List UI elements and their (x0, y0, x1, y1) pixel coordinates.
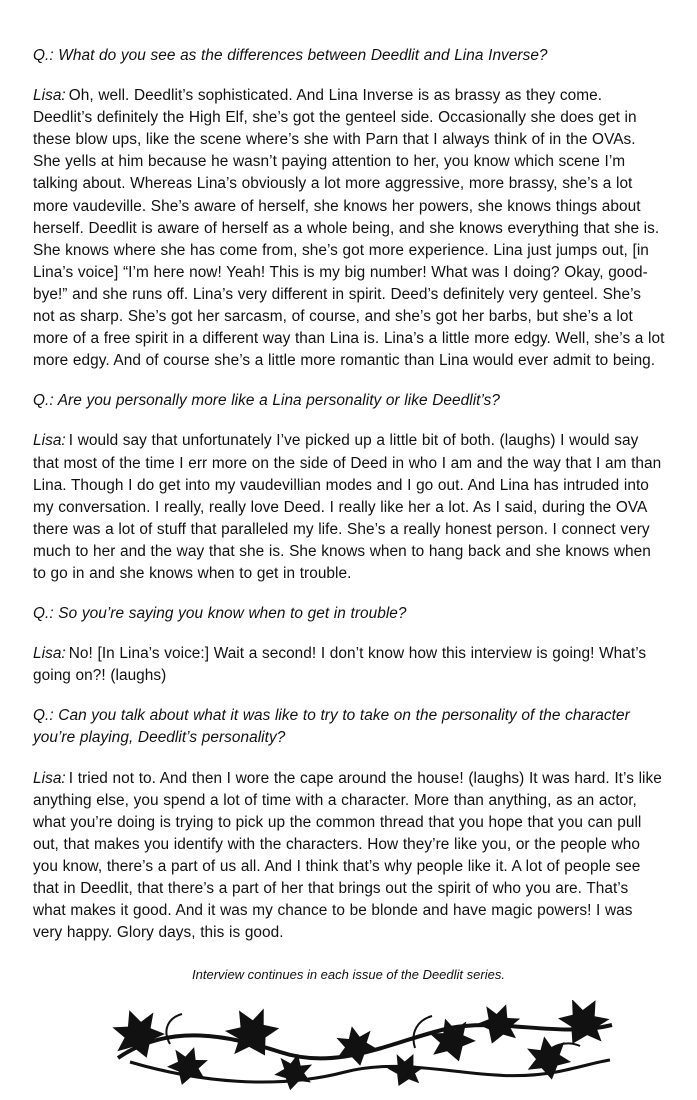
answer-text: Oh, well. Deedlit’s sophisticated. And Lina Inverse is as brassy as they come. Deedlit’s definitely the High Elf, she’s got the genteel side. Occasionally she does get in these blow ups, like the scene where’s she with Parn that I always think of in the OVAs. She yells at him because he wasn’t paying attention to her, you know which scene I’m talking about. Whereas Lina’s obviously a lot more aggressive, more brassy, she’s a lot more vaudeville. She’s aware of herself, she knows her powers, she knows things about herself. Deedlit is aware of herself as a whole being, and she knows everything that she is. She knows where she has come from, she’s got more experience. Lina just jumps out, [in Lina’s voice] “I’m here now! Yeah! This is my big number! What was I doing? Okay, good-bye!” and she runs off. Lina’s very different in spirit. Deed’s definitely very genteel. She’s not as sharp. She’s got her sarcasm, of course, and she’s got her barbs, but she’s a lot more of a free spirit in a different way than Lina is. Lina’s a little more edgy. Well, she’s a lot more edgy. And of course she’s a little more romantic than Lina would ever admit to being. (33, 87, 665, 370)
answer-2 (33, 430, 665, 585)
ivy-vine-ornament-icon (110, 1000, 620, 1090)
answer-text: I would say that unfortunately I’ve picked up a little bit of both. (laughs) I would say that most of the time I err more on the side of Deed in who I am and the way that I am than Lina. Though I do get into my vaudevillian modes and I go out. And Lina has intruded into my conversation. I really, really love Deed. I really like her a lot. As I said, during the OVA there was a lot of stuff that paralleled my life. She’s a really honest person. I connect very much to her and the way that she is. She knows when to hang back and she knows when to go in and she knows when to get in trouble. (33, 432, 662, 582)
speaker-label: Lisa: (33, 645, 66, 663)
question-1: Q.: What do you see as the differences between Deedlit and Lina Inverse? (33, 47, 548, 64)
speaker-label: Lisa: (33, 432, 66, 450)
question-3: Q.: So you’re saying you know when to get in trouble? (33, 605, 407, 623)
answer-4 (33, 768, 665, 945)
series-footer-note: Interview continues in each issue of the Deedlit series. (192, 967, 505, 982)
answer-text: No! [In Lina’s voice:] Wait a second! I don’t know how this interview is going! What’s going on?! (laughs) (33, 645, 647, 685)
question-4: Q.: Can you talk about what it was like to try to take on the personality of the character you’re playing, Deedlit’s personality? (33, 707, 630, 747)
speaker-label: Lisa: (33, 769, 66, 787)
answer-1 (33, 85, 665, 372)
answer-text: I tried not to. And then I wore the cape around the house! (laughs) It was hard. It’s like anything else, you spend a lot of time with a character. More than anything, as an actor, what you’re doing is trying to pick up the common thread that you hope that you can pull out, that makes you identify with the characters. How they’re like you, or the people who you know, there’s a part of us all. And I think that’s why people like it. A lot of people see that in Deedlit, that there’s a part of her that brings out the spirit of who you are. That’s what makes it good. And it was my chance to be blonde and have magic powers! I was very happy. Glory days, this is good. (33, 769, 662, 942)
speaker-label: Lisa: (33, 87, 66, 105)
answer-3 (33, 643, 665, 687)
question-2: Q.: Are you personally more like a Lina personality or like Deedlit’s? (33, 392, 501, 410)
interview-text (33, 45, 665, 962)
